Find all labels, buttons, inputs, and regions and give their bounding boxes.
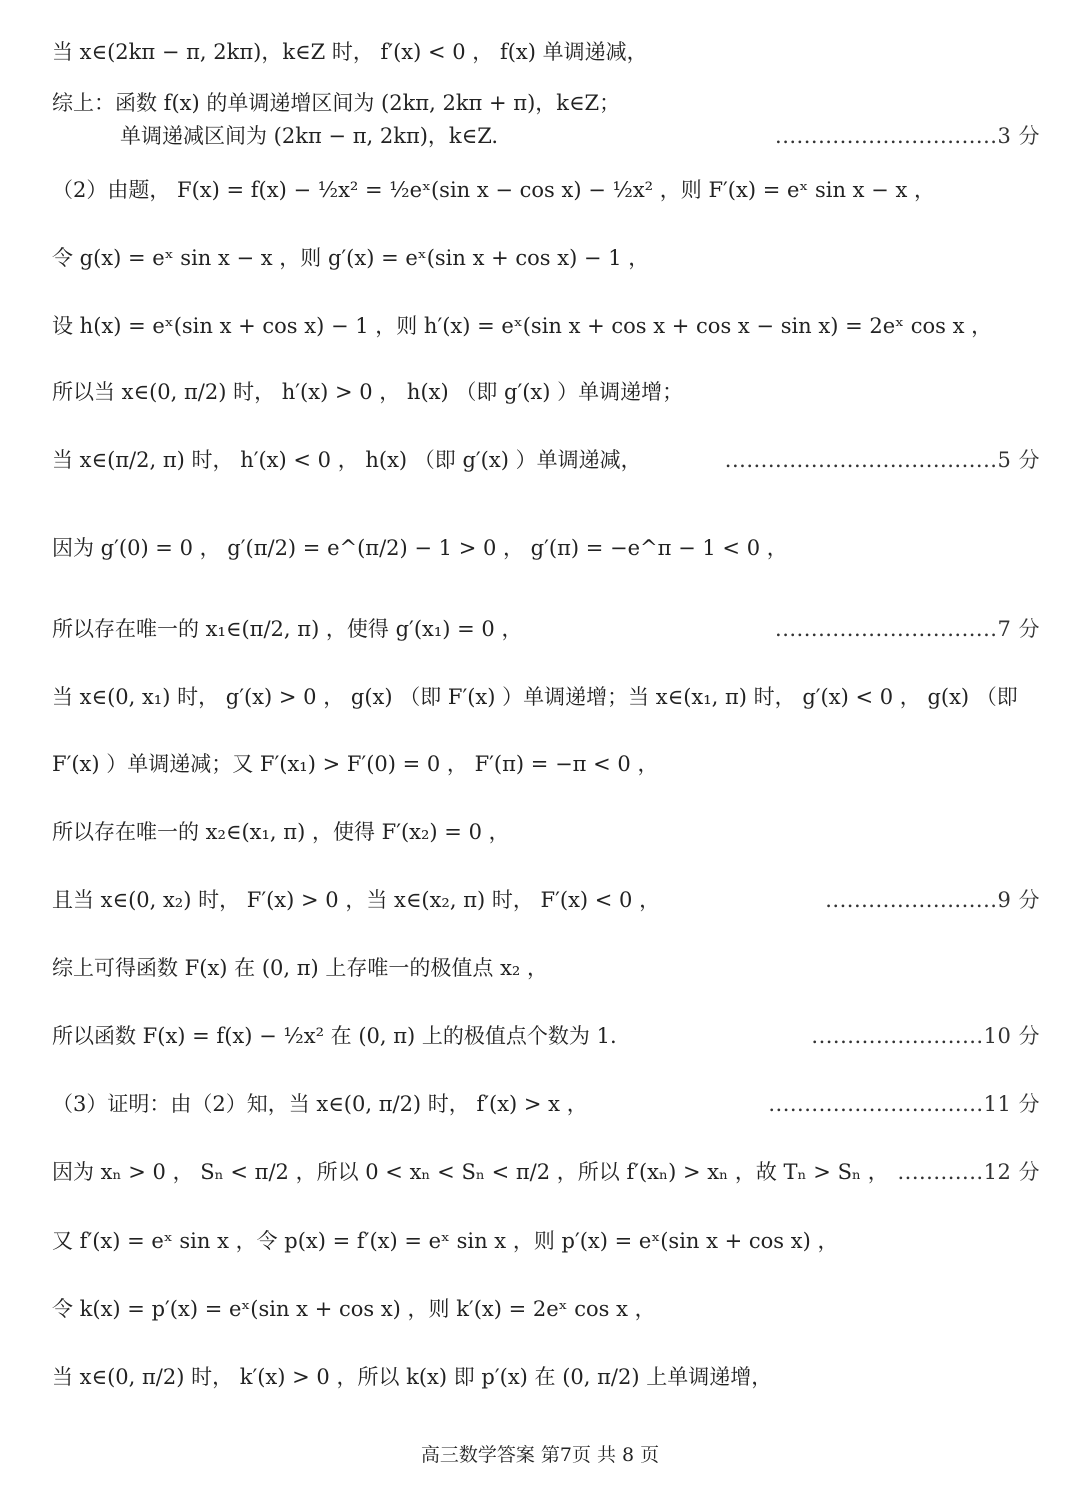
score-marker: ..............................11 分	[768, 1092, 1040, 1116]
text-line-20	[52, 1294, 1040, 1324]
text-line-19	[52, 1226, 1040, 1256]
line-text: （3）证明：由（2）知，当 x∈(0, π/2) 时， f′(x) > x ，	[52, 1092, 588, 1116]
line-text: （2）由题， F(x) = f(x) − ½x² = ½eˣ(sin x − cos x) − ½x² ，则 F′(x) = eˣ sin x − x ，	[52, 178, 935, 202]
score-marker: ...............................7 分	[775, 617, 1040, 641]
line-text: 所以存在唯一的 x₂∈(x₁, π) ，使得 F′(x₂) = 0 ，	[52, 820, 510, 844]
line-text: 又 f′(x) = eˣ sin x ，令 p(x) = f′(x) = eˣ sin x ，则 p′(x) = eˣ(sin x + cos x) ，	[52, 1229, 839, 1253]
page-footer: 高三数学答案 第7页 共 8 页	[420, 1444, 660, 1466]
line-text: 设 h(x) = eˣ(sin x + cos x) − 1 ，则 h′(x) = eˣ(sin x + cos x + cos x − sin x) = 2eˣ cos x ，	[52, 314, 993, 338]
score-marker: ...............................3 分	[775, 124, 1040, 148]
score-marker: ........................9 分	[825, 888, 1040, 912]
line-text: 所以当 x∈(0, π/2) 时， h′(x) > 0 ， h(x) （即 g′(x) ）单调递增；	[52, 380, 684, 404]
text-line-10	[52, 614, 1040, 644]
line-text: 单调递减区间为 (2kπ − π, 2kπ)，k∈Z.	[120, 124, 499, 148]
text-line-7	[52, 377, 1040, 407]
text-line-15	[52, 953, 1040, 983]
text-line-16	[52, 1021, 1040, 1051]
text-line-9	[52, 533, 1040, 563]
text-line-18	[52, 1157, 1040, 1187]
score-marker: ......................................5 分	[724, 448, 1040, 472]
text-line-21	[52, 1362, 1040, 1392]
score-marker: ........................10 分	[811, 1024, 1040, 1048]
line-text: F′(x) ）单调递减；又 F′(x₁) > F′(0) = 0 ， F′(π) = −π < 0 ，	[52, 752, 659, 776]
text-line-1	[52, 37, 1040, 67]
text-line-17	[52, 1089, 1040, 1119]
text-line-8	[52, 445, 1040, 475]
text-line-4	[52, 175, 1040, 205]
text-line-5	[52, 243, 1040, 273]
line-text: 令 k(x) = p′(x) = eˣ(sin x + cos x) ，则 k′(x) = 2eˣ cos x ，	[52, 1297, 656, 1321]
line-text: 因为 g′(0) = 0 ， g′(π/2) = e^(π/2) − 1 > 0 ， g′(π) = −e^π − 1 < 0 ，	[52, 536, 788, 560]
score-marker: ............12 分	[897, 1160, 1040, 1184]
line-text: 当 x∈(π/2, π) 时， h′(x) < 0 ， h(x) （即 g′(x) ）单调递减，	[52, 448, 642, 472]
line-text: 综上可得函数 F(x) 在 (0, π) 上存唯一的极值点 x₂ ，	[52, 956, 549, 980]
text-line-12	[52, 749, 1040, 779]
text-line-2	[52, 88, 1040, 118]
line-text: 当 x∈(0, π/2) 时， k′(x) > 0 ，所以 k(x) 即 p′(x) 在 (0, π/2) 上单调递增，	[52, 1365, 773, 1389]
line-text: 所以存在唯一的 x₁∈(π/2, π) ，使得 g′(x₁) = 0 ，	[52, 617, 523, 641]
text-line-3	[120, 121, 1040, 151]
line-text: 当 x∈(0, x₁) 时， g′(x) > 0 ， g(x) （即 F′(x) ）单调递增；当 x∈(x₁, π) 时， g′(x) < 0 ， g(x) （即	[52, 685, 1018, 709]
line-text: 因为 xₙ > 0 ， Sₙ < π/2 ，所以 0 < xₙ < Sₙ < π/2 ，所以 f′(xₙ) > xₙ ，故 Tₙ > Sₙ ，	[52, 1160, 889, 1184]
line-text: 当 x∈(2kπ − π, 2kπ)，k∈Z 时， f′(x) < 0 ， f(x) 单调递减，	[52, 40, 648, 64]
text-line-13	[52, 817, 1040, 847]
text-line-11	[52, 682, 1040, 712]
text-line-6	[52, 311, 1040, 341]
line-text: 所以函数 F(x) = f(x) − ½x² 在 (0, π) 上的极值点个数为 1.	[52, 1024, 617, 1048]
line-text: 令 g(x) = eˣ sin x − x ，则 g′(x) = eˣ(sin x + cos x) − 1 ，	[52, 246, 650, 270]
line-text: 且当 x∈(0, x₂) 时， F′(x) > 0 ，当 x∈(x₂, π) 时， F′(x) < 0 ，	[52, 888, 661, 912]
text-line-14	[52, 885, 1040, 915]
line-text: 综上：函数 f(x) 的单调递增区间为 (2kπ, 2kπ + π)，k∈Z；	[52, 91, 621, 115]
